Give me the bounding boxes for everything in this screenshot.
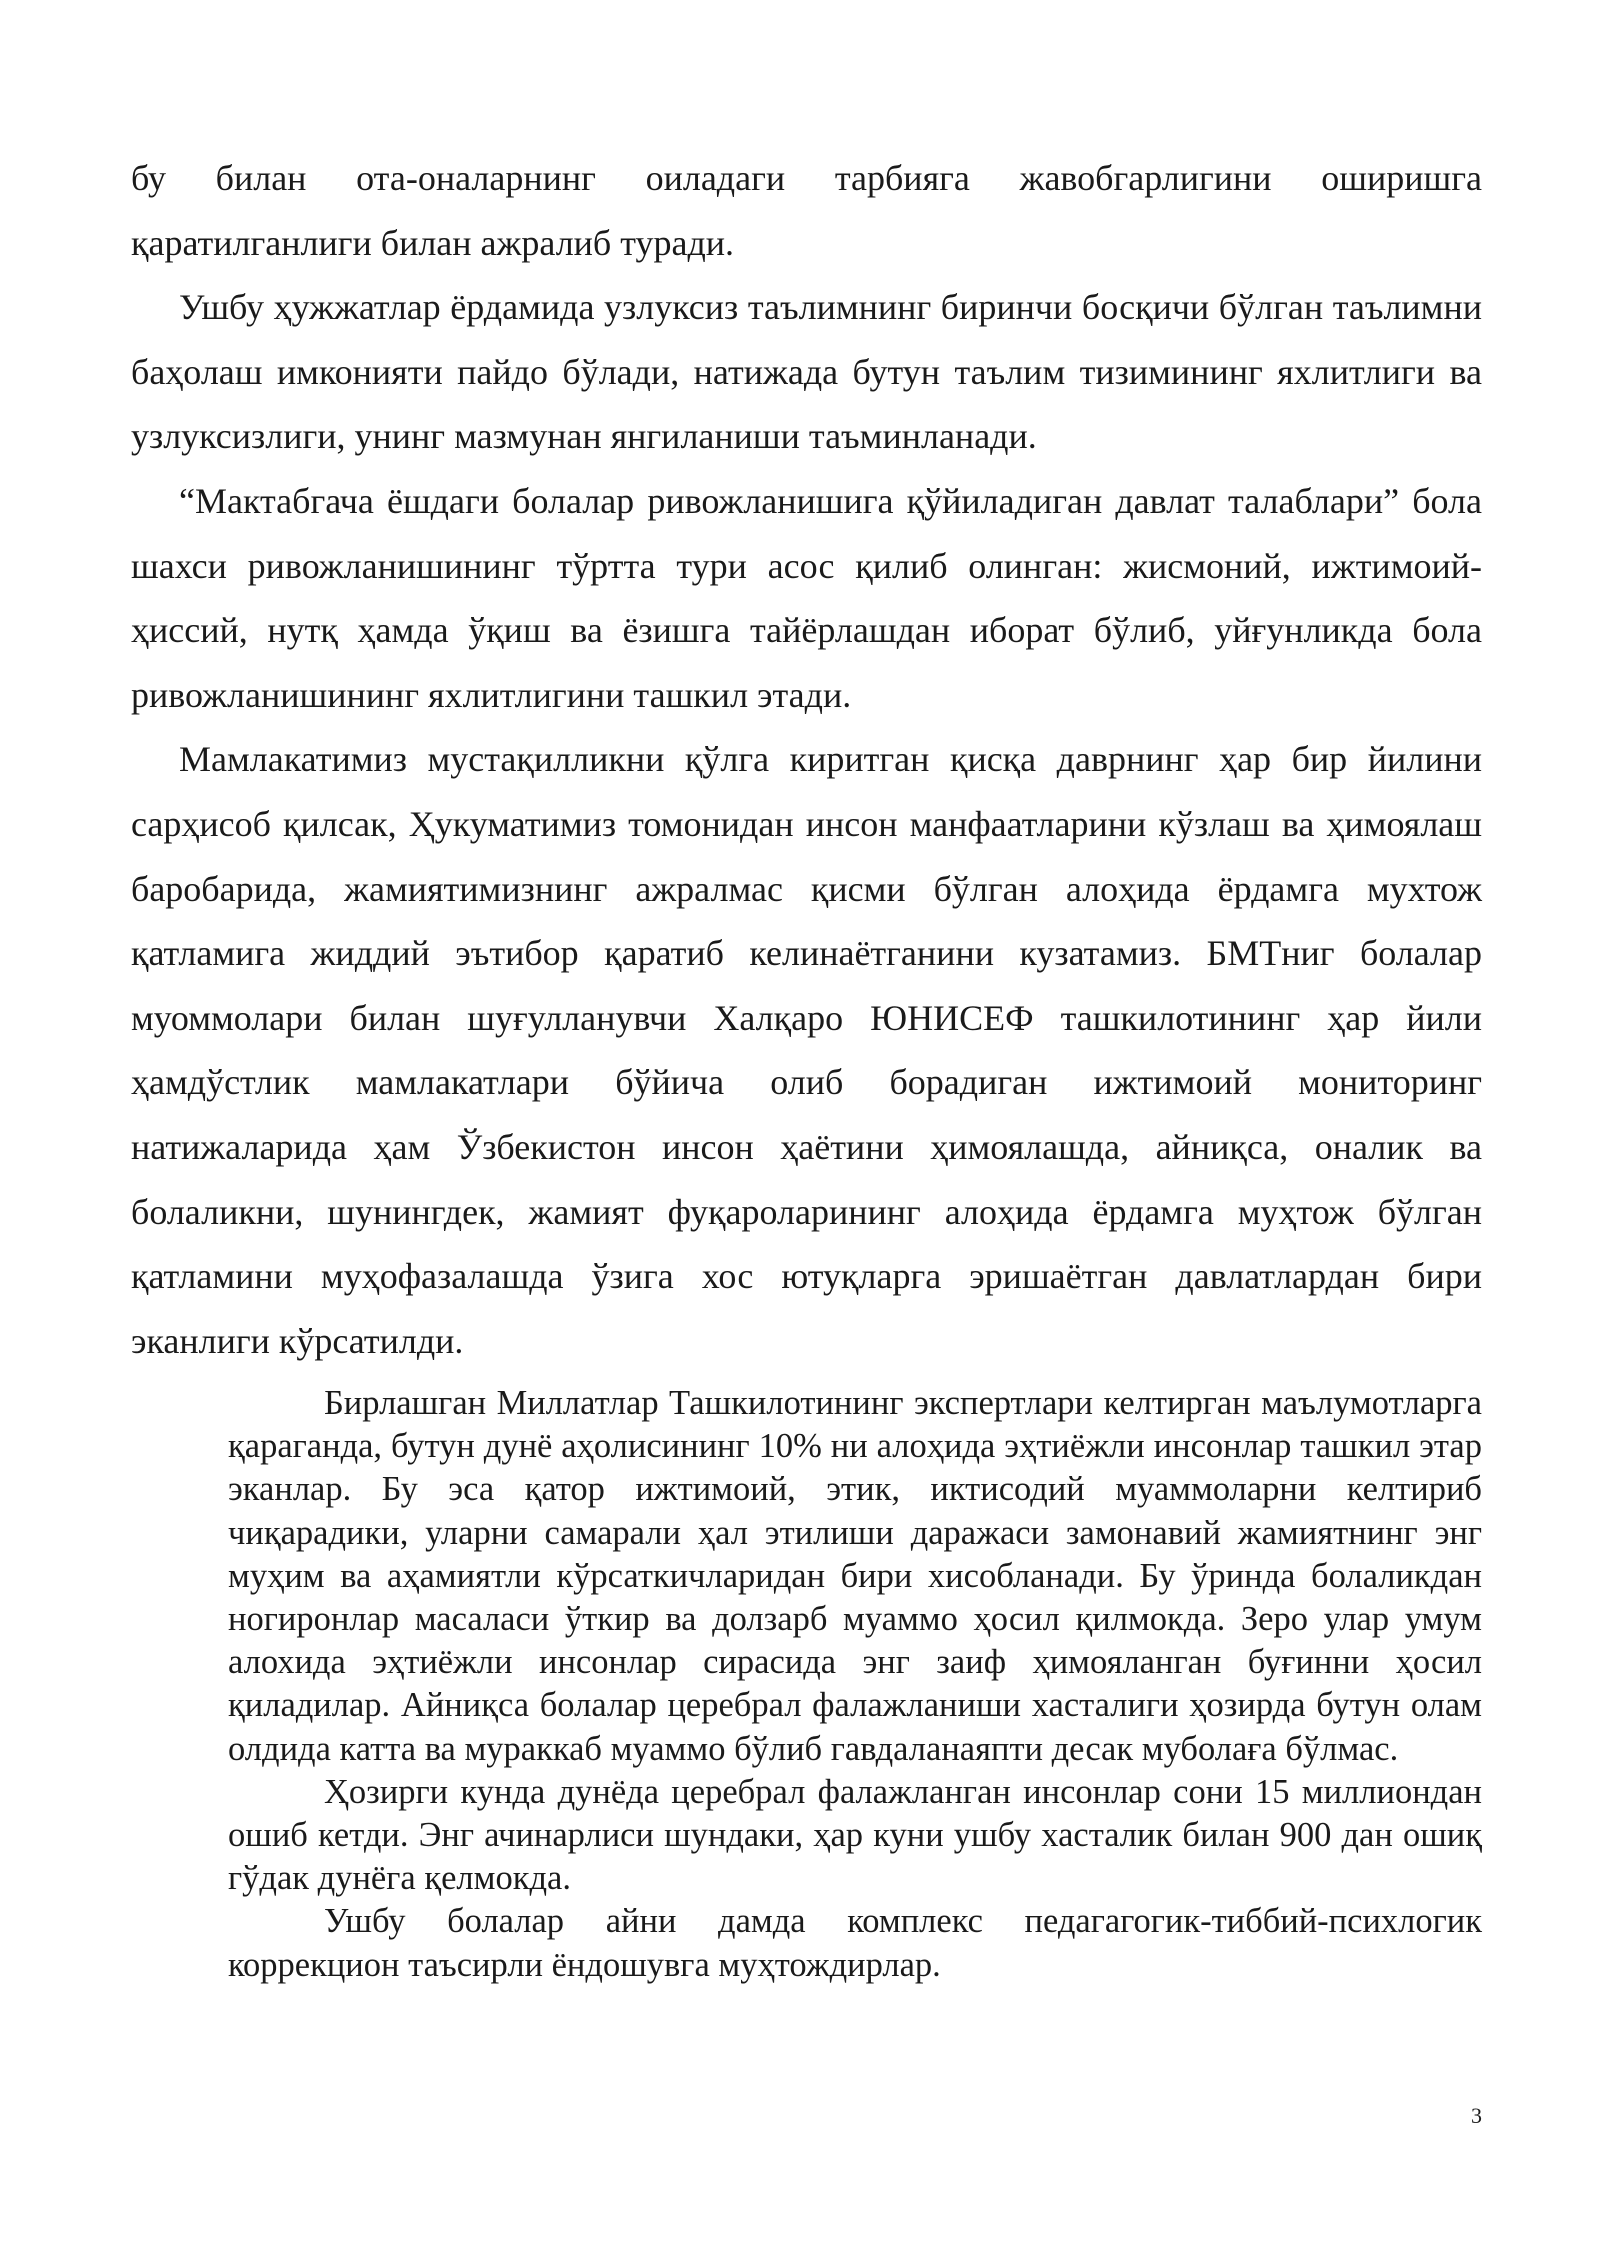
quote-paragraph-statistics: Ҳозирги кунда дунёда церебрал фалажланган инсонлар сони 15 миллиондан ошиб кетди. Энг ачинарлиси шундаки, ҳар куни ушбу хасталик билан 900 дан ошиқ гўдак дунёга қелмокда.: [228, 1772, 1482, 1898]
paragraph-state-requirements: “Мактабгача ёшдаги болалар ривожланишига қўйиладиган давлат талаблари” бола шахси ривожланишининг тўртта тури асос қилиб олинган: жисмоний, ижтимоий-ҳиссий, нутқ ҳамда ўқиш ва ёзишга тайёрлашдан иборат бўлиб, уйғунликда бола ривожланишининг яхлитлигини ташкил этади.: [131, 480, 1482, 715]
paragraph-documents: Ушбу ҳужжатлар ёрдамида узлуксиз таълимнинг биринчи босқичи бўлган таълимни баҳолаш имконияти пайдо бўлади, натижада бутун таълим тизимининг яхлитлиги ва узлуксизлиги, унинг мазмунан янгиланиши таъминланади.: [131, 287, 1482, 457]
paragraph-continuation: бу билан ота-оналарнинг оиладаги тарбияга жавобгарлигини оширишга қаратилганлиги билан ажралиб туради.: [131, 158, 1482, 263]
quote-paragraph-un-experts: Бирлашган Миллатлар Ташкилотининг экспертлари келтирган маълумотларга қараганда, бутун дунё аҳолисининг 10% ни алоҳида эҳтиёжли инсонлар ташкил этар эканлар. Бу эса қатор ижтимоий, этик, иктисодий муаммоларни келтириб чиқарадики, уларни самарали ҳал этилиши даражаси замонавий жамиятнинг энг муҳим ва аҳамиятли кўрсаткичларидан бири хисобланади. Бу ўринда болаликдан ногиронлар масаласи ўткир ва долзарб муаммо ҳосил қилмокда. Зеро улар умум алохида эҳтиёжли инсонлар сирасида энг заиф ҳимояланган буғинни ҳосил қиладилар. Айниқса болалар церебрал фалажланиши хасталиги ҳозирда бутун олам олдида катта ва мураккаб муаммо бўлиб гавдаланаяпти десак муболаға бўлмас.: [228, 1384, 1482, 1768]
main-text-block: [131, 146, 1482, 1373]
quote-paragraph-approach: Ушбу болалар айни дамда комплекс педагагогик-тиббий-психлогик коррекцион таъсирли ёндошувга муҳтождирлар.: [228, 1902, 1482, 1984]
page-number: 3: [1471, 2103, 1482, 2128]
quote-block: [228, 1382, 1482, 1987]
paragraph-independence: Мамлакатимиз мустақилликни қўлга киритган қисқа даврнинг ҳар бир йилини сарҳисоб қилсак, Ҳукуматимиз томонидан инсон манфаатларини кўзлаш ва ҳимоялаш баробарида, жамиятимизнинг ажралмас қисми бўлган алоҳида ёрдамга мухтож қатламига жиддий эътибор қаратиб келинаётганини кузатамиз. БМТниг болалар муоммолари билан шуғулланувчи Халқаро ЮНИСЕФ ташкилотининг ҳар йили ҳамдўстлик мамлакатлари бўйича олиб борадиган ижтимоий мониторинг натижаларида ҳам Ўзбекистон инсон ҳаётини ҳимоялашда, айниқса, оналик ва болаликни, шунингдек, жамият фуқароларининг алоҳида ёрдамга муҳтож бўлган қатламини муҳофазалашда ўзига хос ютуқларга эришаётган давлатлардан бири эканлиги кўрсатилди.: [131, 739, 1482, 1361]
